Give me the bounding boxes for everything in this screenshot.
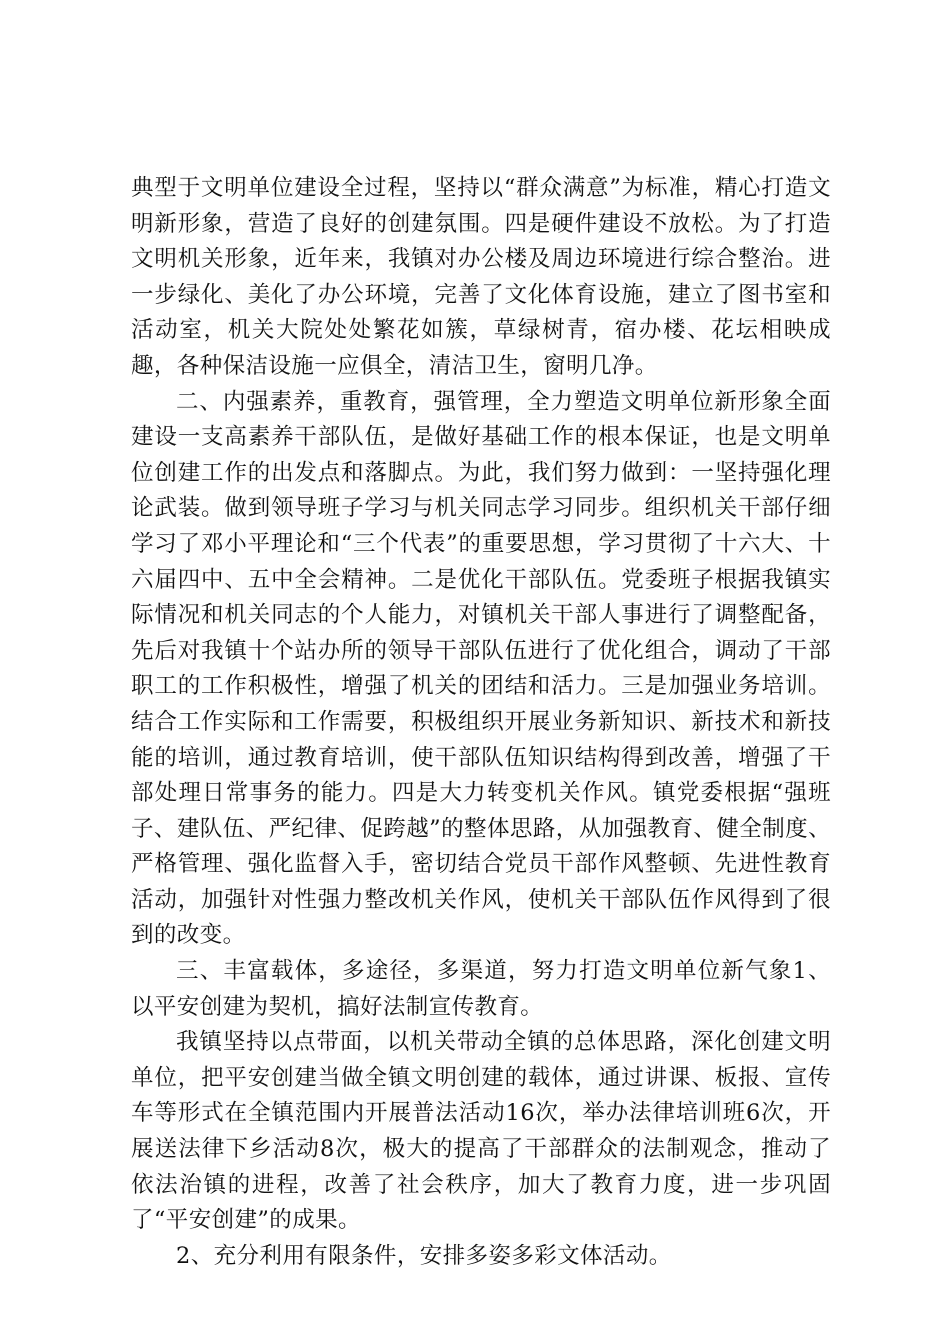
paragraph-legal-education: 我镇坚持以点带面，以机关带动全镇的总体思路，深化创建文明单位，把平安创建当做全镇文明创建的载体，通过讲课、板报、宣传车等形式在全镇范围内开展普法活动16次，举办法律培训班6次，开展送法律下乡活动8次，极大的提高了干部群众的法制观念，推动了依法治镇的进程，改善了社会秩序，加大了教育力度，进一步巩固了“平安创建”的成果。 — [131, 1029, 831, 1234]
paragraph-section-two: 二、内强素养，重教育，强管理，全力塑造文明单位新形象全面建设一支高素养干部队伍，是做好基础工作的根本保证，也是文明单位创建工作的出发点和落脚点。为此，我们努力做到：一坚持强化理论武装。做到领导班子学习与机关同志学习同步。组织机关干部仔细学习了邓小平理论和“三个代表”的重要思想，学习贯彻了十六大、十六届四中、五中全会精神。二是优化干部队伍。党委班子根据我镇实际情况和机关同志的个人能力，对镇机关干部人事进行了调整配备，先后对我镇十个站办所的领导干部队伍进行了优化组合，调动了干部职工的工作积极性，增强了机关的团结和活力。三是加强业务培训。结合工作实际和工作需要，积极组织开展业务新知识、新技术和新技能的培训，通过教育培训，使干部队伍知识结构得到改善，增强了干部处理日常事务的能力。四是大力转变机关作风。镇党委根据“强班子、建队伍、严纪律、促跨越”的整体思路，从加强教育、健全制度、严格管理、强化监督入手，密切结合党员干部作风整顿、先进性教育活动，加强针对性强力整改机关作风，使机关干部队伍作风得到了很到的改变。 — [131, 388, 831, 949]
paragraph-cultural-activities: 2、充分利用有限条件，安排多姿多彩文体活动。 — [176, 1242, 672, 1269]
paragraph-section-three: 三、丰富载体，多途径，多渠道，努力打造文明单位新气象1、以平安创建为契机，搞好法制宣传教育。 — [131, 958, 831, 1020]
document-body — [131, 171, 831, 1274]
paragraph-continuation: 典型于文明单位建设全过程，坚持以“群众满意”为标准，精心打造文明新形象，营造了良好的创建氛围。四是硬件建设不放松。为了打造文明机关形象，近年来，我镇对办公楼及周边环境进行综合整治。进一步绿化、美化了办公环境，完善了文化体育设施，建立了图书室和活动室，机关大院处处繁花如簇，草绿树青，宿办楼、花坛相映成趣，各种保洁设施一应俱全，清洁卫生，窗明几净。 — [131, 175, 831, 379]
